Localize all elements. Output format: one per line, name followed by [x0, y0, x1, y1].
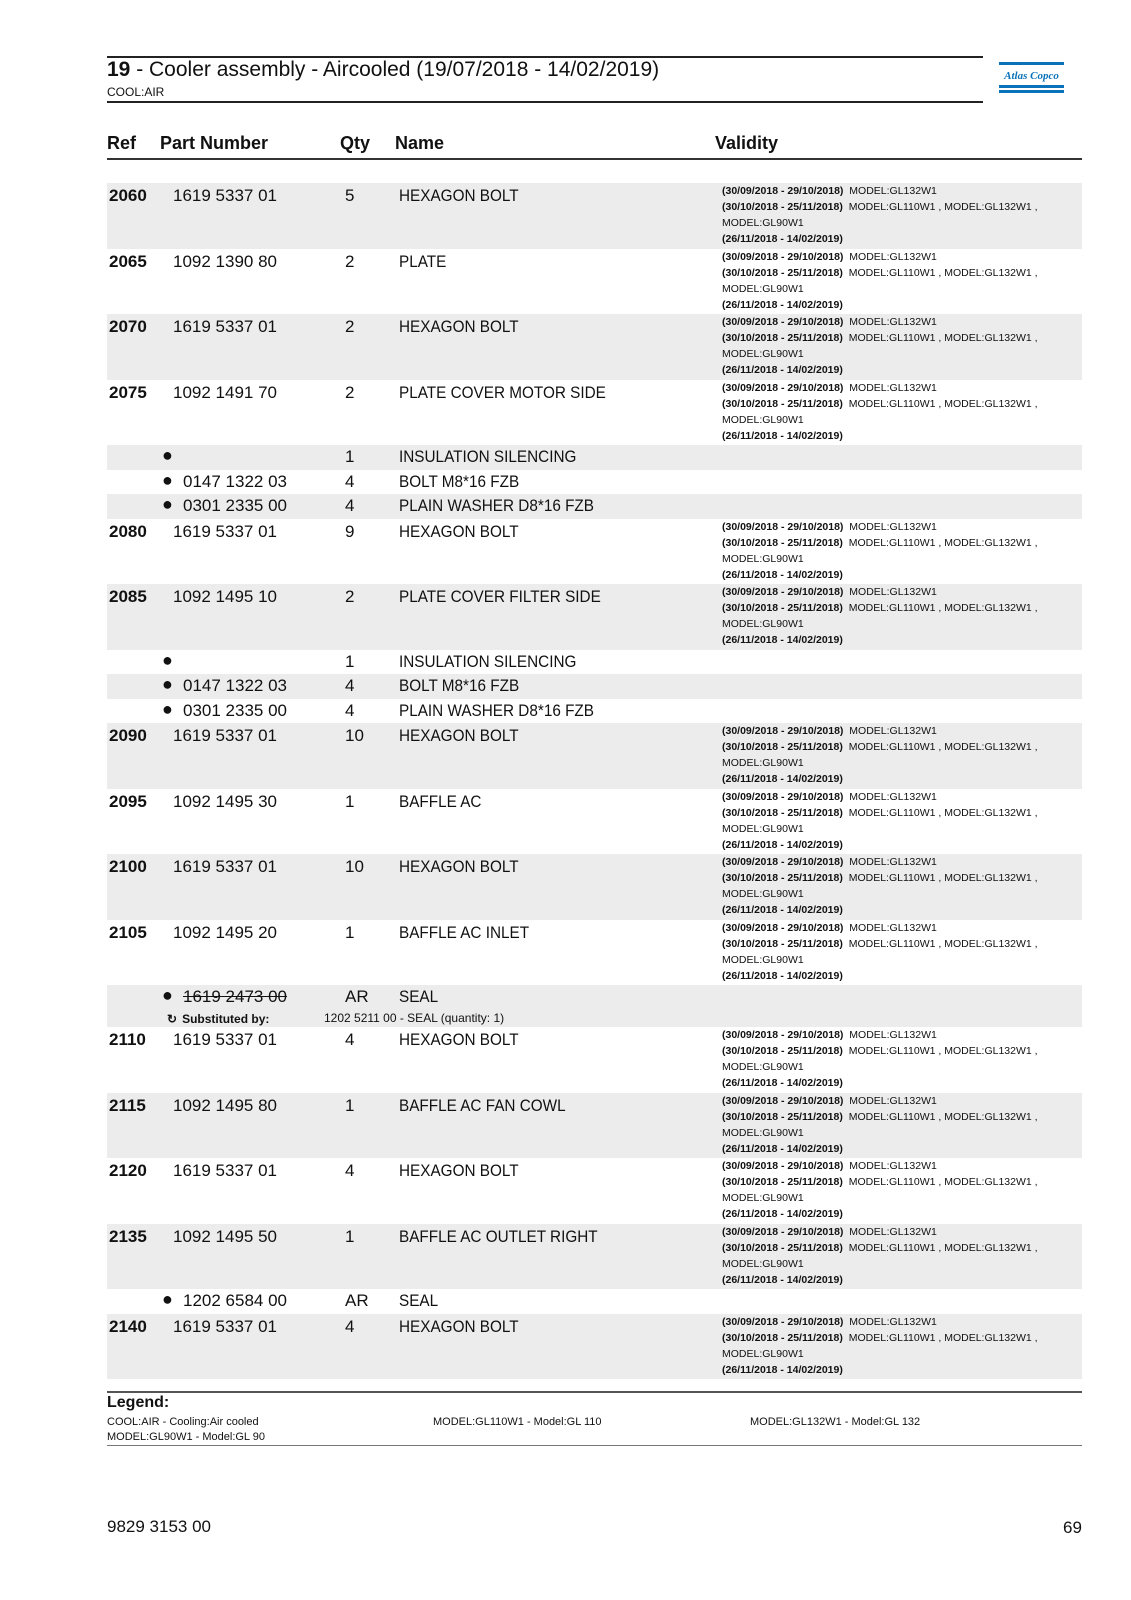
validity-cell [722, 249, 1082, 313]
validity-models: MODEL:GL132W1 [849, 1094, 937, 1107]
logo-graphic [999, 62, 1064, 95]
table-subrow [107, 985, 1082, 1027]
bullet-icon: ● [162, 445, 173, 465]
table-row [107, 920, 1082, 986]
validity-date: (26/11/2018 - 14/02/2019) [722, 969, 843, 982]
ref-cell: 2110 [109, 1030, 146, 1049]
ref-cell: 2065 [109, 251, 147, 271]
validity-models: MODEL:GL110W1 , MODEL:GL132W1 , [848, 332, 1038, 344]
validity-models: MODEL:GL132W1 [849, 1029, 937, 1041]
part-number-cell: 1619 5337 01 [173, 521, 277, 541]
validity-models: MODEL:GL90W1 [722, 953, 804, 966]
table-row [107, 1093, 1082, 1159]
qty-cell: 1 [345, 1226, 355, 1246]
validity-models: MODEL:GL90W1 [722, 282, 804, 295]
validity-date: (30/10/2018 - 25/11/2018) [722, 536, 843, 549]
ref-cell: 2070 [109, 317, 147, 336]
qty-cell: 4 [345, 496, 355, 515]
bullet-icon: ● [162, 698, 173, 719]
qty-cell: 10 [345, 857, 364, 876]
validity-models: MODEL:GL90W1 [722, 1126, 804, 1139]
ref-cell: 2085 [109, 587, 147, 606]
validity-date: (26/11/2018 - 14/02/2019) [722, 298, 843, 311]
validity-cell [722, 1027, 1082, 1091]
table-row [107, 183, 1082, 249]
validity-cell [722, 920, 1082, 984]
header-bottom-rule [107, 101, 983, 103]
document-number: 9829 3153 00 [107, 1517, 211, 1536]
validity-models: MODEL:GL110W1 , MODEL:GL132W1 , [848, 1110, 1038, 1123]
ref-cell: 2120 [109, 1161, 147, 1180]
validity-date: (30/09/2018 - 29/10/2018) [722, 1225, 844, 1238]
ref-cell: 2140 [109, 1316, 147, 1336]
table-row [107, 1027, 1082, 1093]
validity-cell [722, 1158, 1082, 1222]
table-row [107, 723, 1082, 789]
part-number-cell: 1619 5337 01 [173, 857, 277, 876]
legend-item: MODEL:GL110W1 - Model:GL 110 [433, 1416, 602, 1428]
validity-date: (30/10/2018 - 25/11/2018) [722, 872, 843, 884]
part-number-cell: 1619 5337 01 [173, 186, 277, 205]
validity-date: (26/11/2018 - 14/02/2019) [722, 634, 843, 646]
name-cell: PLATE [399, 251, 447, 271]
name-cell: BAFFLE AC [399, 791, 482, 811]
section-title: - Cooler assembly - Aircooled (19/07/2018 - 14/02/2019) [130, 58, 660, 81]
bullet-icon: ● [162, 494, 173, 514]
part-number-cell: 1619 5337 01 [173, 1030, 277, 1049]
validity-models: MODEL:GL132W1 [849, 250, 937, 263]
col-header-part-number: Part Number [160, 133, 269, 153]
column-header-rule [107, 158, 1082, 160]
validity-date: (30/10/2018 - 25/11/2018) [722, 1241, 843, 1254]
part-number-cell: 1619 5337 01 [173, 1161, 277, 1180]
validity-date: (30/09/2018 - 29/10/2018) [722, 725, 844, 737]
validity-date: (26/11/2018 - 14/02/2019) [722, 568, 843, 581]
qty-cell: 2 [345, 317, 355, 336]
validity-models: MODEL:GL110W1 , MODEL:GL132W1 , [848, 1045, 1038, 1057]
validity-models: MODEL:GL90W1 [722, 822, 804, 835]
page-title [107, 58, 659, 82]
validity-date: (30/09/2018 - 29/10/2018) [722, 520, 844, 533]
table-row [107, 1224, 1082, 1290]
part-number-cell: 0301 2335 00 [183, 700, 287, 720]
validity-date: (30/09/2018 - 29/10/2018) [722, 1315, 844, 1328]
bullet-icon: ● [162, 469, 173, 490]
validity-models: MODEL:GL90W1 [722, 888, 804, 900]
name-cell: PLATE COVER FILTER SIDE [399, 587, 601, 606]
validity-models: MODEL:GL132W1 [849, 725, 937, 737]
legend-item: MODEL:GL132W1 - Model:GL 132 [750, 1416, 921, 1428]
validity-date: (26/11/2018 - 14/02/2019) [722, 1363, 843, 1376]
qty-cell: 4 [345, 1030, 355, 1049]
part-number-cell: 0301 2335 00 [183, 496, 287, 515]
validity-date: (26/11/2018 - 14/02/2019) [722, 233, 843, 245]
validity-models: MODEL:GL110W1 , MODEL:GL132W1 , [848, 602, 1038, 614]
validity-date: (30/09/2018 - 29/10/2018) [722, 1094, 844, 1107]
qty-cell: 2 [345, 382, 355, 402]
part-number-cell: 1202 6584 00 [183, 1291, 287, 1310]
qty-cell: AR [345, 1291, 369, 1310]
part-number-cell: 1092 1495 10 [173, 587, 277, 606]
page-subtitle: COOL:AIR [107, 85, 165, 99]
qty-cell: 1 [345, 651, 355, 671]
validity-date: (26/11/2018 - 14/02/2019) [722, 1077, 843, 1089]
validity-date: (30/10/2018 - 25/11/2018) [722, 741, 843, 753]
table-row [107, 380, 1082, 446]
validity-models: MODEL:GL90W1 [722, 552, 804, 565]
validity-models: MODEL:GL132W1 [849, 790, 937, 803]
logo-text: Atlas Copco [1004, 70, 1059, 82]
table-row [107, 789, 1082, 855]
table-row [107, 314, 1082, 380]
validity-models: MODEL:GL132W1 [849, 185, 937, 197]
qty-cell: 4 [345, 471, 355, 491]
validity-date: (30/10/2018 - 25/11/2018) [722, 937, 843, 950]
qty-cell: 1 [345, 922, 355, 942]
validity-date: (30/09/2018 - 29/10/2018) [722, 1029, 844, 1041]
validity-models: MODEL:GL132W1 [849, 586, 937, 598]
qty-cell: 1 [345, 791, 355, 811]
name-cell: SEAL [399, 1291, 439, 1310]
substitution-label [167, 1012, 269, 1026]
name-cell: PLAIN WASHER D8*16 FZB [399, 496, 594, 515]
table-row [107, 854, 1082, 920]
validity-models: MODEL:GL132W1 [849, 1315, 937, 1328]
validity-models: MODEL:GL110W1 , MODEL:GL132W1 , [848, 741, 1038, 753]
validity-models: MODEL:GL110W1 , MODEL:GL132W1 , [848, 937, 1038, 950]
name-cell: HEXAGON BOLT [399, 1030, 519, 1049]
validity-cell [722, 183, 1082, 247]
name-cell: BOLT M8*16 FZB [399, 676, 520, 695]
qty-cell: 5 [345, 186, 355, 205]
name-cell: PLATE COVER MOTOR SIDE [399, 382, 606, 402]
ref-cell: 2105 [109, 922, 147, 942]
validity-cell [722, 584, 1082, 648]
validity-models: MODEL:GL90W1 [722, 413, 804, 426]
part-number-cell: 1092 1390 80 [173, 251, 277, 271]
validity-cell [722, 314, 1082, 378]
qty-cell: AR [345, 987, 369, 1006]
col-header-qty: Qty [340, 133, 371, 153]
table-row [107, 584, 1082, 650]
validity-models: MODEL:GL110W1 , MODEL:GL132W1 , [848, 806, 1038, 819]
ref-cell: 2090 [109, 726, 147, 745]
part-number-cell: 1092 1495 20 [173, 922, 277, 942]
validity-date: (30/09/2018 - 29/10/2018) [722, 586, 844, 598]
qty-cell: 4 [345, 1161, 355, 1180]
ref-cell: 2080 [109, 521, 147, 541]
part-number-cell: 1092 1495 50 [173, 1226, 277, 1246]
validity-models: MODEL:GL90W1 [722, 1257, 804, 1270]
qty-cell: 4 [345, 700, 355, 720]
name-cell: HEXAGON BOLT [399, 317, 519, 336]
validity-models: MODEL:GL132W1 [849, 1160, 937, 1172]
validity-date: (30/10/2018 - 25/11/2018) [722, 397, 843, 410]
ref-cell: 2095 [109, 791, 147, 811]
qty-cell: 9 [345, 521, 355, 541]
validity-date: (30/10/2018 - 25/11/2018) [722, 201, 843, 213]
validity-date: (26/11/2018 - 14/02/2019) [722, 364, 843, 376]
validity-cell [722, 789, 1082, 853]
validity-models: MODEL:GL90W1 [722, 1061, 804, 1073]
bullet-icon: ● [162, 985, 173, 1005]
validity-models: MODEL:GL90W1 [722, 1192, 804, 1204]
validity-cell [722, 519, 1082, 583]
part-number-cell: 0147 1322 03 [183, 471, 287, 491]
table-row [107, 1314, 1082, 1380]
validity-date: (30/09/2018 - 29/10/2018) [722, 381, 844, 394]
table-subrow [107, 445, 1082, 470]
validity-models: MODEL:GL110W1 , MODEL:GL132W1 , [848, 266, 1038, 279]
name-cell: BAFFLE AC INLET [399, 922, 530, 942]
validity-date: (30/10/2018 - 25/11/2018) [722, 1176, 843, 1188]
validity-models: MODEL:GL132W1 [849, 1225, 937, 1238]
validity-cell [722, 1224, 1082, 1288]
name-cell: HEXAGON BOLT [399, 1161, 519, 1180]
validity-models: MODEL:GL90W1 [722, 348, 804, 360]
validity-cell [722, 854, 1082, 918]
qty-cell: 4 [345, 1316, 355, 1336]
validity-date: (26/11/2018 - 14/02/2019) [722, 838, 843, 851]
parts-table [107, 183, 1082, 1379]
ref-cell: 2115 [109, 1095, 146, 1115]
validity-models: MODEL:GL132W1 [849, 520, 937, 533]
ref-cell: 2060 [109, 186, 147, 205]
table-row [107, 1158, 1082, 1224]
legend-item: COOL:AIR - Cooling:Air cooled [107, 1416, 259, 1428]
part-number-cell: 1092 1495 30 [173, 791, 277, 811]
ref-cell: 2100 [109, 857, 147, 876]
part-number-cell: 1092 1491 70 [173, 382, 277, 402]
validity-date: (30/10/2018 - 25/11/2018) [722, 266, 843, 279]
validity-date: (30/09/2018 - 29/10/2018) [722, 856, 844, 868]
table-subrow [107, 699, 1082, 724]
part-number-cell: 1619 5337 01 [173, 317, 277, 336]
substitution-text: 1202 5211 00 - SEAL (quantity: 1) [324, 1011, 505, 1025]
name-cell: HEXAGON BOLT [399, 1316, 519, 1336]
substitution-label-text: Substituted by: [182, 1012, 270, 1026]
validity-date: (30/10/2018 - 25/11/2018) [722, 1331, 843, 1344]
validity-models: MODEL:GL132W1 [849, 381, 937, 394]
name-cell: SEAL [399, 987, 439, 1006]
col-header-name: Name [395, 133, 445, 153]
validity-models: MODEL:GL90W1 [722, 217, 804, 229]
validity-models: MODEL:GL110W1 , MODEL:GL132W1 , [848, 1176, 1038, 1188]
ref-cell: 2075 [109, 382, 147, 402]
col-header-ref: Ref [107, 133, 137, 153]
part-number-cell: 1619 2473 00 [183, 987, 287, 1006]
validity-date: (26/11/2018 - 14/02/2019) [722, 904, 843, 916]
part-number-cell: 1619 5337 01 [173, 726, 277, 745]
validity-models: MODEL:GL132W1 [849, 856, 937, 868]
name-cell: HEXAGON BOLT [399, 186, 519, 205]
name-cell: HEXAGON BOLT [399, 521, 519, 541]
validity-date: (30/09/2018 - 29/10/2018) [722, 1160, 844, 1172]
validity-models: MODEL:GL90W1 [722, 757, 804, 769]
qty-cell: 1 [345, 447, 355, 466]
validity-date: (30/10/2018 - 25/11/2018) [722, 1110, 843, 1123]
name-cell: BOLT M8*16 FZB [399, 471, 520, 491]
validity-date: (30/09/2018 - 29/10/2018) [722, 790, 844, 803]
table-subrow [107, 650, 1082, 675]
ref-cell: 2135 [109, 1226, 147, 1246]
table-subrow [107, 494, 1082, 519]
legend-rule [107, 1391, 1082, 1393]
legend-bottom-rule [107, 1445, 1082, 1446]
validity-date: (26/11/2018 - 14/02/2019) [722, 1142, 843, 1155]
validity-models: MODEL:GL110W1 , MODEL:GL132W1 , [848, 536, 1038, 549]
legend-item: MODEL:GL90W1 - Model:GL 90 [107, 1431, 265, 1443]
validity-date: (30/09/2018 - 29/10/2018) [722, 185, 844, 197]
name-cell: HEXAGON BOLT [399, 726, 519, 745]
validity-cell [722, 723, 1082, 787]
table-subrow [107, 1289, 1082, 1314]
validity-models: MODEL:GL90W1 [722, 618, 804, 630]
validity-models: MODEL:GL110W1 , MODEL:GL132W1 , [848, 1331, 1038, 1344]
table-subrow [107, 674, 1082, 699]
validity-models: MODEL:GL132W1 [849, 316, 937, 328]
atlas-copco-logo [999, 62, 1064, 95]
validity-date: (30/10/2018 - 25/11/2018) [722, 1045, 843, 1057]
qty-cell: 10 [345, 726, 364, 745]
qty-cell: 2 [345, 587, 355, 606]
validity-date: (30/10/2018 - 25/11/2018) [722, 806, 843, 819]
name-cell: PLAIN WASHER D8*16 FZB [399, 700, 594, 720]
part-number-cell: 0147 1322 03 [183, 676, 287, 695]
qty-cell: 1 [345, 1095, 355, 1115]
table-row [107, 249, 1082, 315]
name-cell: BAFFLE AC FAN COWL [399, 1095, 566, 1115]
name-cell: INSULATION SILENCING [399, 651, 577, 671]
page-number: 69 [1063, 1518, 1082, 1537]
validity-date: (30/09/2018 - 29/10/2018) [722, 316, 844, 328]
validity-models: MODEL:GL110W1 , MODEL:GL132W1 , [848, 397, 1038, 410]
validity-models: MODEL:GL90W1 [722, 1347, 804, 1360]
validity-date: (26/11/2018 - 14/02/2019) [722, 1208, 843, 1220]
table-row [107, 519, 1082, 585]
part-number-cell: 1092 1495 80 [173, 1095, 277, 1115]
bullet-icon: ● [162, 674, 173, 694]
swap-icon: ↻ [167, 1012, 178, 1026]
validity-cell [722, 1314, 1082, 1378]
bullet-icon: ● [162, 1289, 173, 1309]
validity-models: MODEL:GL132W1 [849, 921, 937, 934]
name-cell: INSULATION SILENCING [399, 447, 577, 466]
validity-models: MODEL:GL110W1 , MODEL:GL132W1 , [848, 872, 1038, 884]
qty-cell: 4 [345, 676, 355, 695]
validity-models: MODEL:GL110W1 , MODEL:GL132W1 , [848, 201, 1038, 213]
validity-date: (26/11/2018 - 14/02/2019) [722, 773, 843, 785]
validity-cell [722, 1093, 1082, 1157]
col-header-validity: Validity [715, 133, 779, 153]
validity-date: (30/10/2018 - 25/11/2018) [722, 602, 843, 614]
validity-date: (30/10/2018 - 25/11/2018) [722, 332, 843, 344]
qty-cell: 2 [345, 251, 355, 271]
table-subrow [107, 470, 1082, 495]
section-number: 19 [107, 58, 131, 81]
validity-date: (30/09/2018 - 29/10/2018) [722, 250, 844, 263]
validity-date: (26/11/2018 - 14/02/2019) [722, 429, 843, 442]
name-cell: BAFFLE AC OUTLET RIGHT [399, 1226, 598, 1246]
validity-models: MODEL:GL110W1 , MODEL:GL132W1 , [848, 1241, 1038, 1254]
bullet-icon: ● [162, 649, 173, 670]
part-number-cell: 1619 5337 01 [173, 1316, 277, 1336]
validity-cell [722, 380, 1082, 444]
validity-date: (30/09/2018 - 29/10/2018) [722, 921, 844, 934]
name-cell: HEXAGON BOLT [399, 857, 519, 876]
validity-date: (26/11/2018 - 14/02/2019) [722, 1273, 843, 1286]
legend-title: Legend: [107, 1394, 170, 1411]
